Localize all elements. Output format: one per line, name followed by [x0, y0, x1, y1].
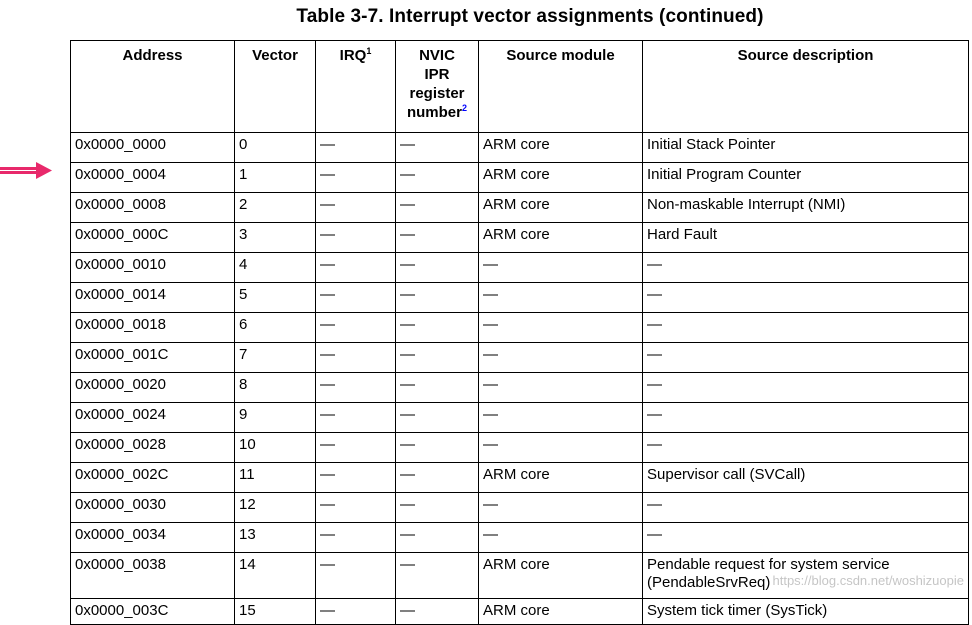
- cell-source-description: —: [643, 313, 969, 343]
- cell-irq: —: [316, 403, 396, 433]
- cell-source-module: —: [479, 403, 643, 433]
- cell-ipr: —: [396, 493, 479, 523]
- cell-ipr: —: [396, 313, 479, 343]
- cell-source-module: —: [479, 343, 643, 373]
- header-source-module: [479, 41, 643, 133]
- cell-address: 0x0000_003C: [71, 599, 235, 625]
- cell-address: 0x0000_002C: [71, 463, 235, 493]
- pointer-arrow-icon: [0, 160, 52, 180]
- cell-source-description: Supervisor call (SVCall): [643, 463, 969, 493]
- header-nvic-line: number: [406, 104, 462, 121]
- cell-vector: 7: [235, 343, 316, 373]
- cell-source-module: ARM core: [479, 223, 643, 253]
- cell-source-description: —: [643, 373, 969, 403]
- table-row: [71, 599, 969, 625]
- cell-ipr: —: [396, 163, 479, 193]
- cell-ipr: —: [396, 433, 479, 463]
- header-nvic-ipr: [396, 41, 479, 133]
- cell-ipr: —: [396, 403, 479, 433]
- cell-ipr: —: [396, 223, 479, 253]
- table-row: [71, 523, 969, 553]
- cell-source-description: —: [643, 403, 969, 433]
- cell-vector: 0: [235, 133, 316, 163]
- cell-source-description: —: [643, 253, 969, 283]
- cell-irq: —: [316, 553, 396, 599]
- cell-address: 0x0000_0028: [71, 433, 235, 463]
- cell-vector: 5: [235, 283, 316, 313]
- header-source-description-label: Source description: [737, 47, 874, 64]
- cell-irq: —: [316, 163, 396, 193]
- cell-vector: 2: [235, 193, 316, 223]
- cell-source-module: ARM core: [479, 163, 643, 193]
- cell-address: 0x0000_0004: [71, 163, 235, 193]
- cell-address: 0x0000_0030: [71, 493, 235, 523]
- table-row: [71, 433, 969, 463]
- cell-vector: 11: [235, 463, 316, 493]
- header-vector: [235, 41, 316, 133]
- cell-source-module: —: [479, 493, 643, 523]
- header-source-description: [643, 41, 969, 133]
- header-address: [71, 41, 235, 133]
- cell-address: 0x0000_0008: [71, 193, 235, 223]
- table-row: [71, 313, 969, 343]
- table-row: [71, 163, 969, 193]
- cell-vector: 15: [235, 599, 316, 625]
- cell-irq: —: [316, 463, 396, 493]
- watermark: https://blog.csdn.net/woshizuopie: [772, 573, 964, 588]
- header-nvic-line: register: [409, 85, 465, 102]
- arrow-shaft-bottom: [0, 171, 38, 174]
- cell-source-description: Initial Stack Pointer: [643, 133, 969, 163]
- table-row: [71, 223, 969, 253]
- cell-irq: —: [316, 223, 396, 253]
- table-row: [71, 343, 969, 373]
- cell-vector: 13: [235, 523, 316, 553]
- cell-ipr: —: [396, 463, 479, 493]
- cell-source-module: —: [479, 373, 643, 403]
- cell-vector: 10: [235, 433, 316, 463]
- cell-source-description: Non-maskable Interrupt (NMI): [643, 193, 969, 223]
- cell-irq: —: [316, 433, 396, 463]
- cell-irq: —: [316, 493, 396, 523]
- cell-source-module: ARM core: [479, 599, 643, 625]
- cell-vector: 8: [235, 373, 316, 403]
- table-row: [71, 493, 969, 523]
- table-row: [71, 283, 969, 313]
- table-header: [71, 41, 969, 133]
- cell-vector: 6: [235, 313, 316, 343]
- cell-source-module: ARM core: [479, 463, 643, 493]
- cell-ipr: —: [396, 373, 479, 403]
- cell-vector: 3: [235, 223, 316, 253]
- cell-address: 0x0000_0034: [71, 523, 235, 553]
- cell-address: 0x0000_0000: [71, 133, 235, 163]
- irq-footnote-ref: 1: [366, 46, 372, 56]
- header-vector-label: Vector: [252, 47, 298, 64]
- interrupt-vector-table: [70, 40, 969, 625]
- cell-source-description: System tick timer (SysTick): [643, 599, 969, 625]
- arrow-shaft-top: [0, 167, 38, 170]
- cell-source-module: —: [479, 313, 643, 343]
- header-nvic-line-last: [400, 103, 474, 122]
- cell-vector: 14: [235, 553, 316, 599]
- cell-source-module: ARM core: [479, 193, 643, 223]
- table-body: [71, 133, 969, 625]
- cell-vector: 12: [235, 493, 316, 523]
- header-address-label: Address: [122, 47, 183, 64]
- header-source-module-label: Source module: [506, 47, 615, 64]
- cell-source-description: —: [643, 343, 969, 373]
- cell-ipr: —: [396, 283, 479, 313]
- cell-irq: —: [316, 283, 396, 313]
- cell-source-module: ARM core: [479, 133, 643, 163]
- cell-irq: —: [316, 313, 396, 343]
- cell-source-description: —: [643, 493, 969, 523]
- header-nvic-line: NVIC: [419, 47, 455, 64]
- cell-address: 0x0000_0018: [71, 313, 235, 343]
- cell-irq: —: [316, 193, 396, 223]
- cell-source-module: —: [479, 253, 643, 283]
- cell-source-description: Hard Fault: [643, 223, 969, 253]
- cell-address: 0x0000_0010: [71, 253, 235, 283]
- cell-ipr: —: [396, 599, 479, 625]
- cell-vector: 4: [235, 253, 316, 283]
- cell-address: 0x0000_001C: [71, 343, 235, 373]
- cell-address: 0x0000_0024: [71, 403, 235, 433]
- table-row: [71, 253, 969, 283]
- cell-irq: —: [316, 133, 396, 163]
- cell-irq: —: [316, 599, 396, 625]
- table-row: [71, 373, 969, 403]
- cell-address: 0x0000_0020: [71, 373, 235, 403]
- cell-irq: —: [316, 523, 396, 553]
- cell-source-description: Initial Program Counter: [643, 163, 969, 193]
- cell-source-description: —: [643, 433, 969, 463]
- cell-source-description: —: [643, 283, 969, 313]
- table-row: [71, 463, 969, 493]
- cell-irq: —: [316, 343, 396, 373]
- header-irq-label: IRQ: [339, 47, 367, 64]
- cell-address: 0x0000_000C: [71, 223, 235, 253]
- table-caption: Table 3-7. Interrupt vector assignments (continued): [296, 6, 764, 27]
- cell-address: 0x0000_0014: [71, 283, 235, 313]
- cell-ipr: —: [396, 133, 479, 163]
- cell-source-description: —: [643, 523, 969, 553]
- header-row: [71, 41, 969, 133]
- cell-ipr: —: [396, 253, 479, 283]
- cell-ipr: —: [396, 553, 479, 599]
- header-nvic-line: IPR: [424, 66, 450, 83]
- header-irq: [316, 41, 396, 133]
- table-row: [71, 133, 969, 163]
- cell-address: 0x0000_0038: [71, 553, 235, 599]
- cell-vector: 1: [235, 163, 316, 193]
- arrow-head: [36, 162, 52, 179]
- cell-ipr: —: [396, 343, 479, 373]
- table-row: [71, 193, 969, 223]
- ipr-footnote-link[interactable]: 2: [462, 103, 468, 113]
- table-row: [71, 403, 969, 433]
- cell-irq: —: [316, 253, 396, 283]
- cell-ipr: —: [396, 523, 479, 553]
- cell-source-module: —: [479, 433, 643, 463]
- cell-source-module: —: [479, 283, 643, 313]
- cell-source-description: Pendable request for system service (PendableSrvReq): [643, 553, 969, 599]
- cell-ipr: —: [396, 193, 479, 223]
- cell-vector: 9: [235, 403, 316, 433]
- cell-irq: —: [316, 373, 396, 403]
- cell-source-module: ARM core: [479, 553, 643, 599]
- cell-source-module: —: [479, 523, 643, 553]
